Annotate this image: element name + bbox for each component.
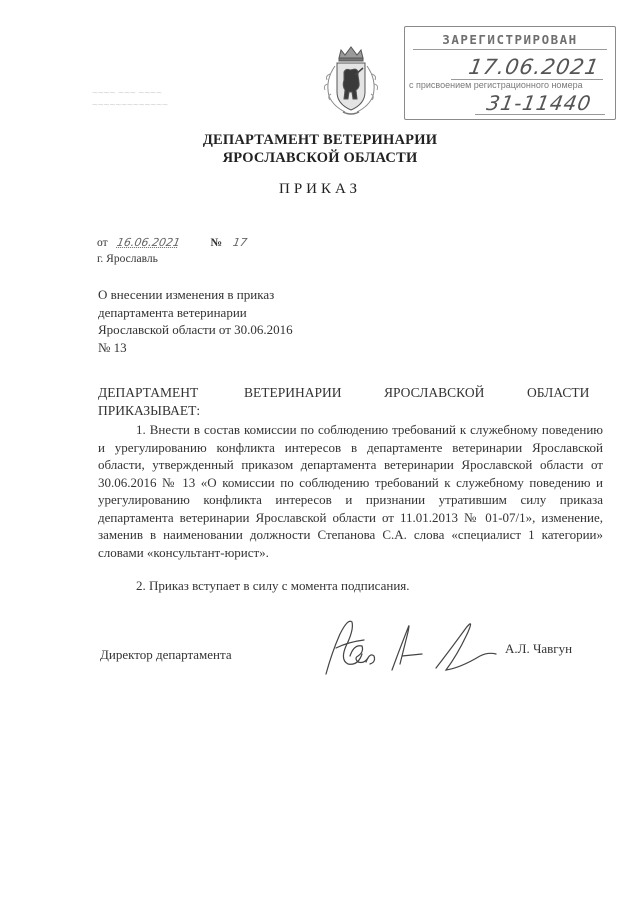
city-line: г. Ярославль bbox=[97, 253, 158, 265]
heading-word: ДЕПАРТАМЕНТ bbox=[98, 385, 199, 400]
date-prefix: от bbox=[97, 237, 108, 249]
registration-stamp bbox=[404, 26, 616, 120]
heading-word: ВЕТЕРИНАРИИ bbox=[244, 385, 342, 400]
date-number-row bbox=[97, 236, 247, 249]
order-item-2: 2. Приказ вступает в силу с момента подписания. bbox=[136, 578, 410, 593]
heading-word: ПРИКАЗЫВАЕТ: bbox=[98, 403, 201, 418]
department-name-line1: ДЕПАРТАМЕНТ ВЕТЕРИНАРИИ bbox=[202, 132, 438, 148]
number-prefix: № bbox=[210, 237, 222, 249]
subject-block bbox=[98, 286, 293, 356]
handwritten-signature bbox=[318, 612, 503, 680]
stamp-date: 17.06.2021 bbox=[466, 55, 602, 79]
order-item-1: 1. Внести в состав комиссии по соблюдению требований к служебному поведению и урегулированию конфликта интересов в департаменте ветеринарии Ярославской области, утвержденный приказом департамента ветеринарии Ярославской области от 30.06.2016 № 13 «О комиссии по соблюдению требований к служебному поведению и урегулированию конфликта интересов и признании утратившим силу приказа департамента ветеринарии Ярославской области от 11.01.2013 № 01-07/1», изменение, заменив в наименовании должности Степанова С.А. слова «специалист 1 категории» словами «консультант-юрист». bbox=[98, 422, 603, 560]
number-value: 17 bbox=[231, 236, 248, 249]
subject-line: департамента ветеринарии bbox=[98, 304, 247, 320]
date-value: 16.06.2021 bbox=[115, 236, 181, 249]
subject-line: О внесении изменения в приказ bbox=[98, 287, 275, 302]
signatory-name: А.Л. Чавгун bbox=[505, 641, 573, 656]
stamp-title: ЗАРЕГИСТРИРОВАН bbox=[442, 32, 578, 47]
subject-line: № 13 bbox=[98, 339, 127, 355]
heading-word: ЯРОСЛАВСКОЙ bbox=[384, 385, 485, 400]
department-name-line2: ЯРОСЛАВСКОЙ ОБЛАСТИ bbox=[222, 150, 418, 166]
stamp-number: 31-11440 bbox=[484, 91, 594, 115]
coat-of-arms-emblem bbox=[315, 44, 387, 118]
stamp-caption: с присвоением регистрационного номера bbox=[409, 80, 583, 90]
subject-line: Ярославской области от 30.06.2016 bbox=[98, 322, 293, 337]
document-type-title: ПРИКАЗ bbox=[279, 181, 361, 197]
signatory-position: Директор департамента bbox=[100, 647, 232, 662]
stamp-divider bbox=[413, 49, 607, 50]
heading-word: ОБЛАСТИ bbox=[527, 385, 590, 400]
stamp-number-underline bbox=[475, 114, 605, 115]
bleed-through-text: ~~~~ ~~~ ~~~~ ~~~~~~~~~~~~~ bbox=[92, 88, 168, 111]
